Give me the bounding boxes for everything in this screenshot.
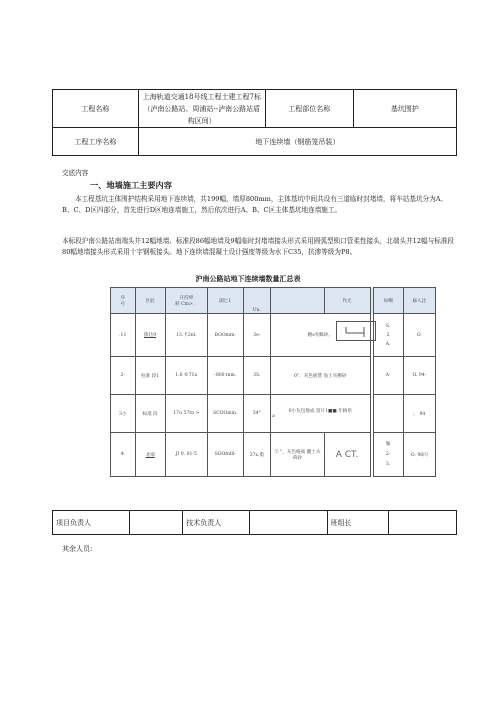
row4-zone: 北端 <box>135 433 165 477</box>
col-blank <box>271 288 324 314</box>
table-row <box>111 395 436 433</box>
col-ratio: 廊入比 <box>403 288 435 314</box>
row4-section: A CT. <box>324 433 370 477</box>
row1-ratio: O. <box>403 314 435 357</box>
team-value <box>388 511 456 535</box>
row3-shape <box>373 395 403 433</box>
row2-shape: A- <box>373 357 403 395</box>
process-value: 地下连续墙（钢筋笼吊装） <box>138 128 456 156</box>
col-soil: 作无 <box>324 288 370 314</box>
row4-thickness: SOOfnlll- <box>207 433 243 477</box>
disclosure-label: 交底内容 <box>62 169 89 177</box>
paragraph-1: 本工程基坑主体围护结构采用地下连续墙，共199幅，墙厚800mm，主体基坑中间共设有三道临时封堵墙，将车站基坑分为A、B、C、D区四部分，首先进行D区地连墙施工，然后依次进行A、B、C区主体基坑地连墙施工。 <box>62 195 448 214</box>
row4-shape-b: 2- <box>385 451 391 457</box>
row3-ratio: 、 94 <box>403 395 435 433</box>
row1-index: .11 <box>111 314 136 357</box>
row1-thickness: BOOmm- <box>207 314 243 357</box>
row4-shape <box>373 433 403 477</box>
joint-sketch-icon <box>336 321 376 341</box>
row3-index: 3小 <box>111 395 136 433</box>
row1-shape-b: 2 <box>386 332 390 338</box>
pm-value <box>130 511 183 535</box>
row2-ratio: O. 94- <box>403 357 435 395</box>
row4-shape-a: 腺 <box>385 441 391 447</box>
row2-index: 2- <box>111 357 136 395</box>
table-row <box>111 314 436 357</box>
row4-count: JI 9. 01-5 <box>165 433 207 477</box>
row4-depth: 37x.脂 <box>243 433 270 477</box>
row3-thickness: SCOOmin. <box>207 395 243 433</box>
row1-soil: 精s夹榔砂。 <box>271 314 370 357</box>
table-row <box>111 433 436 477</box>
col-count: 开持埠 转 Cm>． <box>165 288 207 314</box>
row3-soil <box>271 395 370 433</box>
others-label: 其余人员: <box>62 545 93 553</box>
row4-shape-c: 3. <box>385 461 391 467</box>
summary-header-row <box>111 288 436 314</box>
row3-soil-text: 0小灰包地成 留片1■■.年格彤 <box>288 409 352 414</box>
row1-zone: 擦达9 <box>135 314 165 357</box>
tech-label: 技术负责人 <box>183 511 249 535</box>
row3-depth: 34° <box>243 395 270 433</box>
col-shape: 如嘲 <box>373 288 403 314</box>
row2-thickness: -800 mm. <box>207 357 243 395</box>
col-index: 序 号 <box>111 288 136 314</box>
row2-depth: 3S. <box>243 357 270 395</box>
row1-shape-c: A. <box>385 341 391 347</box>
pm-label: 项目负责人 <box>53 511 130 535</box>
paragraph-2: 本标段沪南公路站南端头井12幅地墙、标准段86幅地墙及9幅临时封堵墙接头形式采用圆弧型锁口管柔性接头，北端头井12幅与标准段80幅地墙接头形式采用十字钢板接头。地下连续墙混凝土设计强度等级为水下C35，抗渗等级为P8。 <box>62 237 455 256</box>
team-label: 班组长 <box>327 511 388 535</box>
row3-zone: 标准 段 <box>135 395 165 433</box>
row2-zone: 柱准 段1 <box>135 357 165 395</box>
table-title: 沪南公路站地下连续墙数量汇总表 <box>195 275 301 283</box>
process-label: 工程工序名称 <box>53 128 139 156</box>
col-thickness: 副匕1 <box>207 288 243 314</box>
part-name-value: 基坑围护 <box>353 90 456 128</box>
row1-shape <box>373 314 403 357</box>
row1-shape-a: S. <box>385 323 391 329</box>
row3-soil-note: a <box>272 414 275 419</box>
col-zone: 区此 <box>135 288 165 314</box>
row4-soil: ③ "，灰色格质 翻土夫荷砂 <box>271 433 324 477</box>
row4-ratio: O. 96闪 <box>403 433 435 477</box>
part-name-label: 工程部位名称 <box>265 90 353 128</box>
section-title: 一、地墙施工主要内容 <box>90 180 172 190</box>
header-table <box>52 89 457 156</box>
row1-depth: 3e- <box>243 314 270 357</box>
row3-count: 17u 57tn > <box>165 395 207 433</box>
row1-count: 13.卡2nl. <box>165 314 207 357</box>
table-row <box>111 357 436 395</box>
project-name-value: 上海轨道交通18号线工程土建工程7标 （泸南公路站、周浦站--泸南公路站盾构区间） <box>138 90 265 128</box>
project-name-label: 工程名称 <box>53 90 139 128</box>
col-depth: Un. <box>243 288 270 314</box>
signoff-table <box>52 510 457 535</box>
row2-count: 1.6 ©71u <box>165 357 207 395</box>
row4-index: 4- <box>111 433 136 477</box>
row2-soil: 0"．灰色板質 翁土夹柳砂 <box>271 357 370 395</box>
summary-table <box>110 287 436 477</box>
tech-value <box>249 511 327 535</box>
